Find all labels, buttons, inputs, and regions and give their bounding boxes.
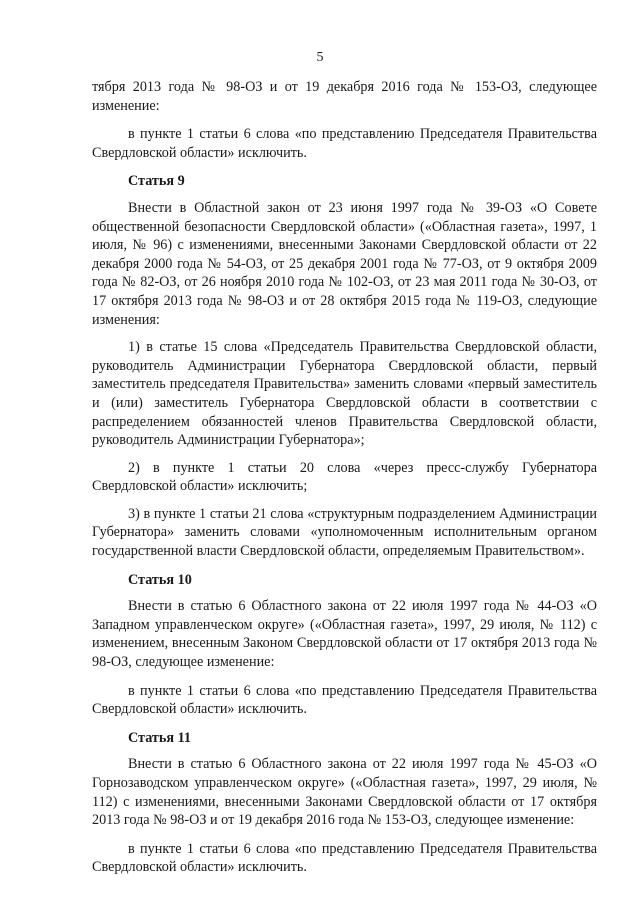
article-9-items bbox=[92, 338, 597, 561]
article-10-item: в пункте 1 статьи 6 слова «по представлению Председателя Правительства Свердловской области» исключить. bbox=[92, 682, 597, 718]
article-9-item-2: 2) в пункте 1 статьи 20 слова «через пресс-службу Губернатора Свердловской области» исключить; bbox=[92, 459, 597, 495]
page-number: 5 bbox=[316, 50, 324, 65]
article-9-item-3: 3) в пункте 1 статьи 21 слова «структурным подразделением Администрации Губернатора» заменить словами «уполномоченным исполнительным органом государственной власти Свердловской области, определяемым Правительством». bbox=[92, 505, 597, 560]
document-body bbox=[92, 78, 597, 877]
paragraph-amendment: в пункте 1 статьи 6 слова «по представлению Председателя Правительства Свердловской области» исключить. bbox=[92, 126, 597, 161]
article-9-item-1: 1) в статье 15 слова «Председатель Правительства Свердловской области, руководитель Администрации Губернатора Свердловской области, первый заместитель председателя Правительства» заменить словами «первый заместитель и (или) заместитель Губернатора Свердловской области в соответствии с распределением обязанностей членов Правительства Свердловской области, руководитель Администрации Губернатора»; bbox=[92, 339, 597, 449]
article-11-intro: Внести в статью 6 Областного закона от 22 июля 1997 года № 45-ОЗ «О Горнозаводском управленческом округе» («Областная газета», 1997, 29 июля, № 112) с изменениями, внесенными Законами Свердловской области от 17 октября 2013 года № 98-ОЗ и от 19 декабря 2016 года № 153-ОЗ, следующее изменение: bbox=[92, 756, 597, 829]
article-9-intro: Внести в Областной закон от 23 июня 1997 года № 39-ОЗ «О Совете общественной безопасности Свердловской области» («Областная газета», 1997, 1 июля, № 96) с изменениями, внесенными Законами Свердловской области от 22 декабря 2000 года № 54-ОЗ, от 25 декабря 2001 года № 77-ОЗ, от 9 октября 2009 года № 82-ОЗ, от 26 ноября 2010 года № 102-ОЗ, от 23 мая 2011 года № 30-ОЗ, от 17 октября 2013 года № 98-ОЗ и от 28 октября 2015 года № 119-ОЗ, следующие изменения: bbox=[92, 199, 597, 328]
article-10-intro: Внести в статью 6 Областного закона от 22 июля 1997 года № 44-ОЗ «О Западном управленческом округе» («Областная газета», 1997, 29 июля, № 112) с изменением, внесенным Законом Свердловской области от 17 октября 2013 года № 98-ОЗ, следующее изменение: bbox=[92, 598, 597, 671]
article-heading-10: Статья 10 bbox=[128, 571, 192, 588]
paragraph-continuation: тября 2013 года № 98-ОЗ и от 19 декабря 2016 года № 153-ОЗ, следующее изменение: bbox=[92, 79, 597, 114]
article-heading-9: Статья 9 bbox=[128, 173, 185, 190]
article-heading-11: Статья 11 bbox=[128, 729, 192, 746]
article-11-item: в пункте 1 статьи 6 слова «по представлению Председателя Правительства Свердловской области» исключить. bbox=[92, 840, 597, 876]
